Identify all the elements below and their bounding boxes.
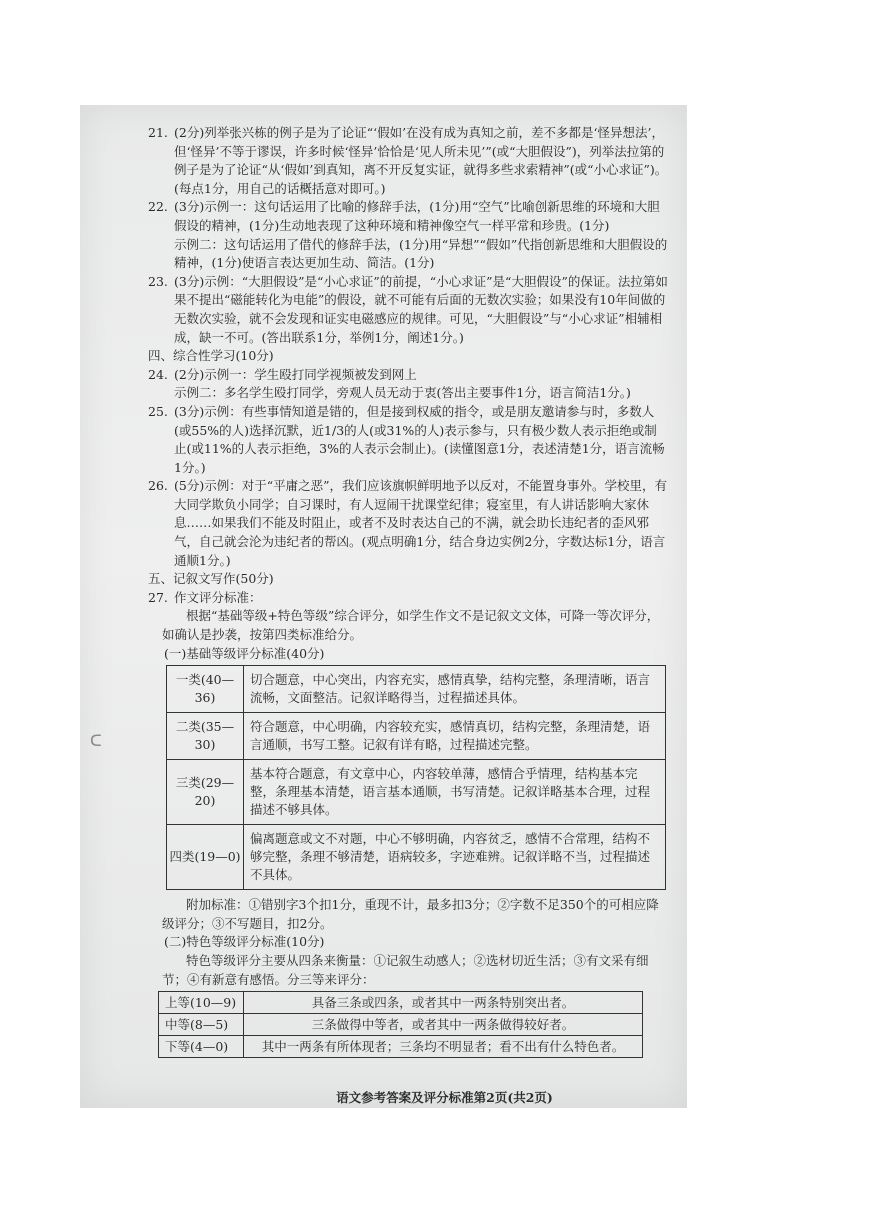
answer-example-1: (3分)示例一：这句话运用了比喻的修辞手法，(1分)用“空气”比喻创新思维的环境和大胆假设的精神，(1分)生动地表现了这种环境和精神像空气一样平常和珍贵。(1分): [174, 199, 660, 233]
question-number: 23.: [148, 273, 168, 289]
question-number: 22.: [148, 199, 168, 215]
feature-grade-title: (二)特色等级评分标准(10分): [164, 934, 325, 950]
feature-grade-table: [158, 991, 643, 1058]
feature-intro: 特色等级评分主要从四条来衡量：①记叙生动感人；②选材切近生活；③有文采有细节；④有新意有感悟。分三等来评分：: [162, 953, 649, 987]
grade-description: 偏离题意或文不对题，中心不够明确，内容贫乏，感情不合常理，结构不够完整，条理不够清楚，语病较多，字迹难辨。记叙详略不当，过程描述不具体。: [244, 825, 666, 890]
grade-description: 其中一两条有所体现者；三条均不明显者；看不出有什么特色者。: [244, 1036, 643, 1058]
answer-example-1: (2分)示例一：学生殴打同学视频被发到网上: [174, 366, 417, 382]
basic-grade-title: (一)基础等级评分标准(40分): [164, 645, 325, 661]
scoring-title: 作文评分标准：: [174, 589, 262, 605]
question-26: [148, 477, 668, 570]
answer-example-2: 示例二：这句话运用了借代的修辞手法，(1分)用“异想”“假如”代指创新思维和大胆假设的精神，(1分)使语言表达更加生动、简洁。(1分): [174, 236, 668, 271]
table-row: [167, 666, 666, 713]
answer-content: [148, 124, 668, 1058]
table-row: [159, 1036, 643, 1058]
question-22: [148, 198, 668, 272]
grade-category: 一类(40—36): [167, 666, 244, 713]
stray-mark: ᑕ: [90, 731, 102, 750]
question-number: 25.: [148, 403, 168, 419]
grade-description: 符合题意，中心明确，内容较充实，感情真切，结构完整，条理清楚，语言通顺，书写工整。记叙有详有略，过程描述完整。: [244, 713, 666, 760]
grade-category: 中等(8—5): [159, 1014, 244, 1036]
table-row: [159, 992, 643, 1014]
question-25: [148, 403, 668, 477]
table-row: [167, 760, 666, 825]
page-footer: 语文参考答案及评分标准第2页(共2页): [336, 1090, 553, 1105]
table-row: [167, 713, 666, 760]
answer-text: (3分)示例：“大胆假设”是“小心求证”的前提，“小心求证”是“大胆假设”的保证。法拉第如果不提出“磁能转化为电能”的假设，就不可能有后面的无数次实验；如果没有10年间做的无数次实验，就不会发现和证实电磁感应的规律。可见，“大胆假设”与“小心求证”相辅相成，缺一不可。(答出联系1分，举例1分，阐述1分。): [174, 273, 668, 345]
answer-example-2: 示例二：多名学生殴打同学，旁观人员无动于衷(答出主要事件1分，语言简洁1分。): [174, 385, 631, 401]
scoring-intro: 根据“基础等级+特色等级”综合评分，如学生作文不是记叙文文体，可降一等次评分，如确认是抄袭，按第四类标准给分。: [162, 608, 660, 643]
grade-category: 二类(35—30): [167, 713, 244, 760]
answer-text: (5分)示例：对于“平庸之恶”，我们应该旗帜鲜明地予以反对，不能置身事外。学校里，有大同学欺负小同学；自习课时，有人逗闹干扰课堂纪律；寝室里，有人讲话影响大家休息……如果我们不能及时阻止，或者不及时表达自己的不满，就会助长违纪者的歪风邪气，自己就会沦为违纪者的帮凶。(观点明确1分，结合身边实例2分，字数达标1分，语言通顺1分。): [174, 478, 667, 568]
question-24: [148, 366, 668, 403]
question-21: [148, 124, 668, 198]
answer-text: (2分)列举张兴栋的例子是为了论证“‘假如’在没有成为真知之前，差不多都是‘怪异想法’，但‘怪异’不等于谬误，许多时候‘怪异’恰恰是‘见人所未见’”(或“大胆假设”)，列举法拉第的例子是为了论证“从‘假如’到真知，离不开反复实证，就得多些求索精神”(或“小心求证”)。(每点1分，用自己的话概括意对即可。): [174, 125, 668, 196]
question-number: 24.: [148, 366, 168, 382]
question-27: [148, 589, 668, 608]
grade-description: 具备三条或四条，或者其中一两条特别突出者。: [244, 992, 643, 1014]
grade-category: 四类(19—0): [167, 825, 244, 890]
question-number: 26.: [148, 478, 168, 494]
section-heading-4: 四、综合性学习(10分): [148, 348, 274, 364]
grade-category: 上等(10—9): [159, 992, 244, 1014]
question-number: 27.: [148, 589, 168, 605]
grade-category: 下等(4—0): [159, 1036, 244, 1058]
answer-text: (3分)示例：有些事情知道是错的，但是接到权威的指令，或是朋友邀请参与时，多数人(或55%的人)选择沉默，近1/3的人(或31%的人)表示参与，只有极少数人表示拒绝或制止(或11%的人表示拒绝，3%的人表示会制止)。(读懂图意1分，表述清楚1分，语言流畅1分。): [174, 403, 665, 475]
question-23: [148, 273, 668, 347]
grade-category: 三类(29—20): [167, 760, 244, 825]
extra-criteria: 附加标准：①错别字3个扣1分，重现不计，最多扣3分；②字数不足350个的可相应降级评分；③不写题目，扣2分。: [162, 897, 659, 931]
grade-description: 基本符合题意，有文章中心，内容较单薄，感情合乎情理，结构基本完整，条理基本清楚，语言基本通顺，书写清楚。记叙详略基本合理，过程描述不够具体。: [244, 760, 666, 825]
grade-description: 切合题意，中心突出，内容充实，感情真挚，结构完整，条理清晰，语言流畅，文面整洁。记叙详略得当，过程描述具体。: [244, 666, 666, 713]
grade-description: 三条做得中等者，或者其中一两条做得较好者。: [244, 1014, 643, 1036]
table-row: [167, 825, 666, 890]
question-number: 21.: [148, 125, 168, 140]
basic-grade-table: [166, 665, 666, 890]
table-row: [159, 1014, 643, 1036]
section-heading-5: 五、记叙文写作(50分): [148, 571, 274, 587]
